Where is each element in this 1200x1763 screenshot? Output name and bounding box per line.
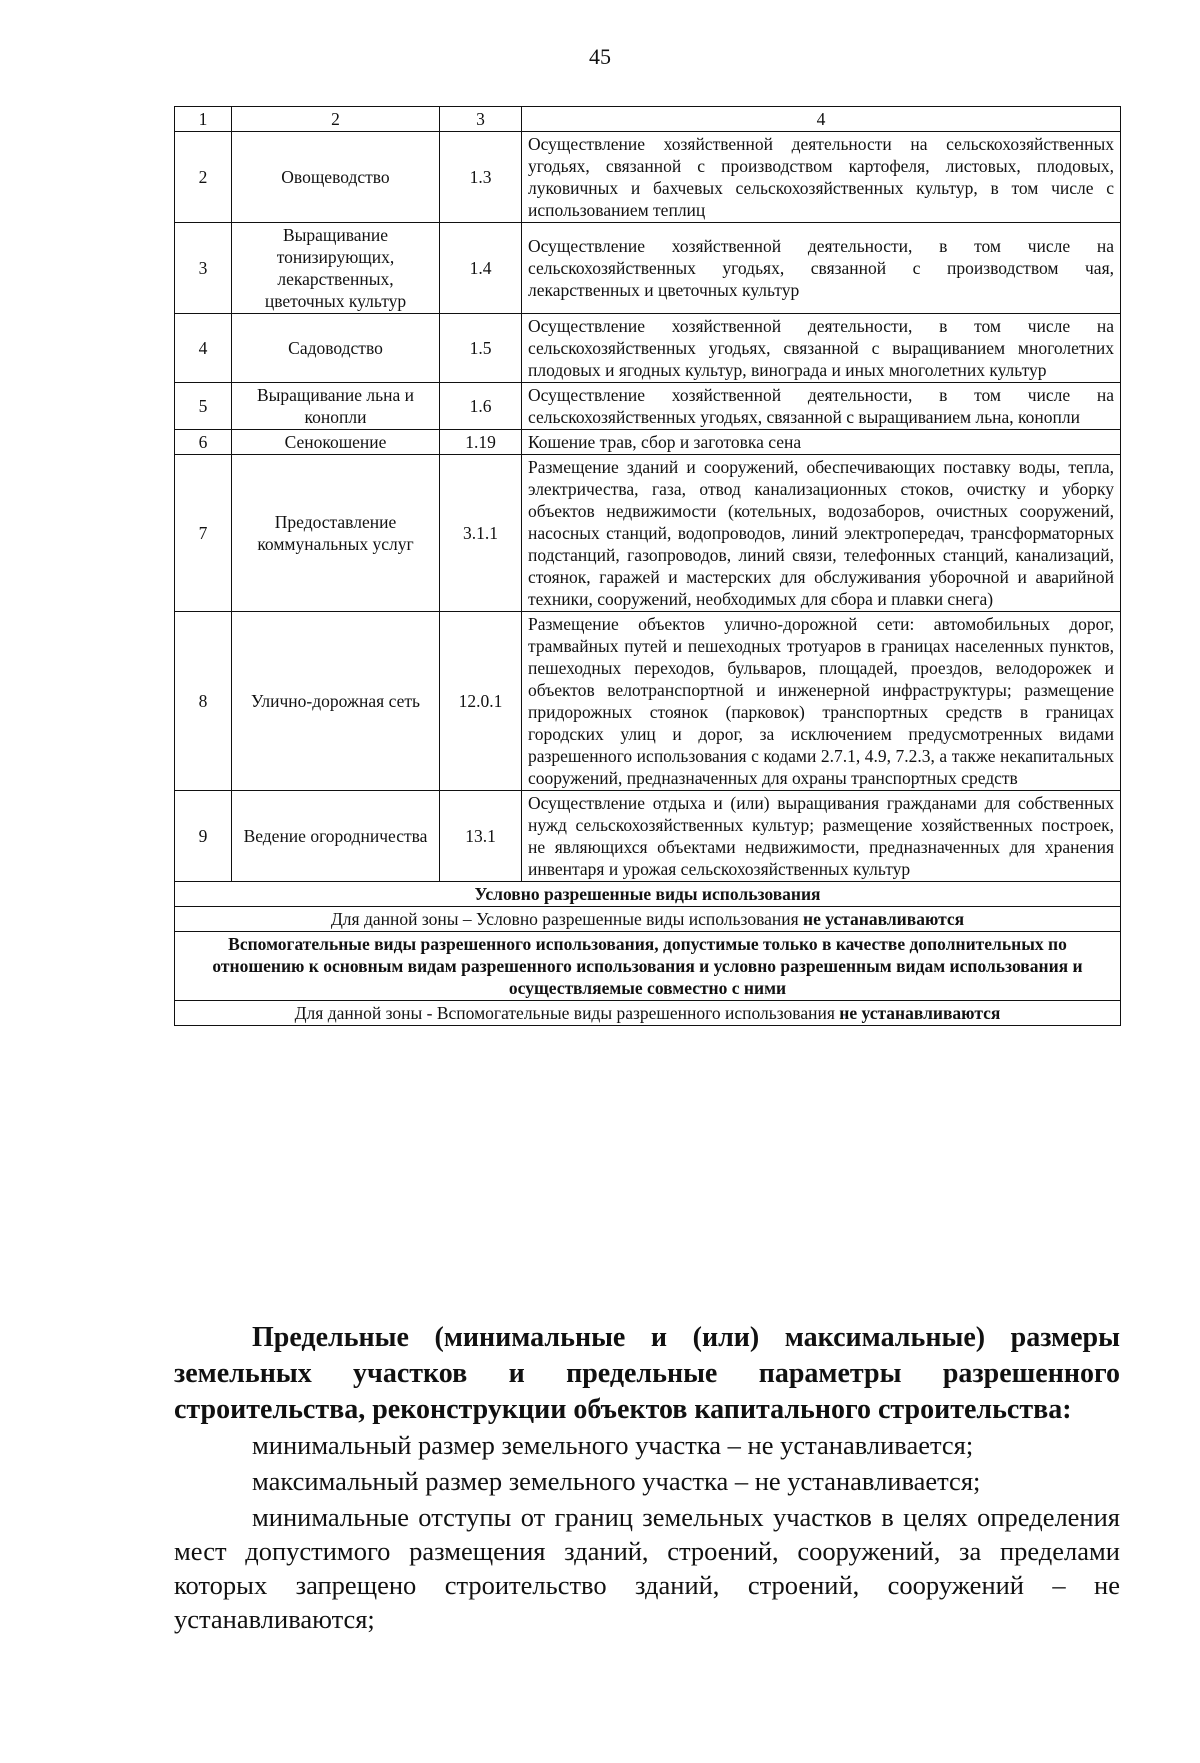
row-number: 7 xyxy=(175,455,232,612)
table-header-row xyxy=(175,107,1121,132)
column-header: 4 xyxy=(522,107,1121,132)
conditional-uses-note xyxy=(175,907,1121,932)
table-row xyxy=(175,132,1121,223)
auxiliary-uses-header-row xyxy=(175,932,1121,1001)
use-type-description: Осуществление хозяйственной деятельности, в том числе на сельскохозяйственных угодьях, связанной с выращиванием льна, конопли xyxy=(522,383,1121,430)
use-type-code: 1.5 xyxy=(440,314,522,383)
row-number: 2 xyxy=(175,132,232,223)
column-header: 2 xyxy=(232,107,440,132)
section-heading: Предельные (минимальные и (или) максимальные) размеры земельных участков и предельные параметры разрешенного строительства, реконструкции объектов капитального строительства: xyxy=(174,1322,1120,1425)
conditional-uses-note-status: не устанавливаются xyxy=(803,909,965,929)
use-type-description: Осуществление отдыха и (или) выращивания гражданами для собственных нужд сельскохозяйственных культур; размещение хозяйственных построек, не являющихся объектами недвижимости, предназначенных для хранения инвентаря и урожая сельскохозяйственных культур xyxy=(522,791,1121,882)
use-type-name: Ведение огородничества xyxy=(232,791,440,882)
use-type-description: Осуществление хозяйственной деятельности, в том числе на сельскохозяйственных угодьях, связанной с производством чая, лекарственных и цветочных культур xyxy=(522,223,1121,314)
auxiliary-uses-note-text: Для данной зоны - Вспомогательные виды разрешенного использования xyxy=(294,1003,840,1023)
table-row xyxy=(175,455,1121,612)
use-type-code: 12.0.1 xyxy=(440,612,522,791)
conditional-uses-header-row xyxy=(175,882,1121,907)
use-type-name: Предоставление коммунальных услуг xyxy=(232,455,440,612)
use-type-name: Улично-дорожная сеть xyxy=(232,612,440,791)
table-row xyxy=(175,791,1121,882)
auxiliary-uses-header: Вспомогательные виды разрешенного использования, допустимые только в качестве дополнительных по отношению к основным видам разрешенного использования и условно разрешенным видам использования и осуществляемые совместно с ними xyxy=(175,932,1121,1001)
use-type-code: 13.1 xyxy=(440,791,522,882)
row-number: 8 xyxy=(175,612,232,791)
page-number: 45 xyxy=(589,44,611,69)
use-type-name: Выращивание тонизирующих, лекарственных, цветочных культур xyxy=(232,223,440,314)
use-type-code: 1.3 xyxy=(440,132,522,223)
table-row xyxy=(175,612,1121,791)
section-item: максимальный размер земельного участка – не устанавливается; xyxy=(252,1466,981,1496)
use-type-code: 3.1.1 xyxy=(440,455,522,612)
column-header: 1 xyxy=(175,107,232,132)
land-use-table xyxy=(174,106,1121,1026)
table-row xyxy=(175,223,1121,314)
conditional-uses-note-text: Для данной зоны – Условно разрешенные виды использования xyxy=(330,909,804,929)
use-type-description: Кошение трав, сбор и заготовка сена xyxy=(522,430,1121,455)
conditional-uses-note-row xyxy=(175,907,1121,932)
row-number: 9 xyxy=(175,791,232,882)
use-type-name: Овощеводство xyxy=(232,132,440,223)
use-type-code: 1.6 xyxy=(440,383,522,430)
column-header: 3 xyxy=(440,107,522,132)
row-number: 5 xyxy=(175,383,232,430)
row-number: 3 xyxy=(175,223,232,314)
table-row xyxy=(175,314,1121,383)
auxiliary-uses-note xyxy=(175,1001,1121,1026)
table-row xyxy=(175,383,1121,430)
row-number: 6 xyxy=(175,430,232,455)
use-type-name: Выращивание льна и конопли xyxy=(232,383,440,430)
use-type-code: 1.4 xyxy=(440,223,522,314)
row-number: 4 xyxy=(175,314,232,383)
use-type-description: Размещение объектов улично-дорожной сети: автомобильных дорог, трамвайных путей и пешеходных тротуаров в границах населенных пунктов, пешеходных переходов, бульваров, площадей, проездов, велодорожек и объектов велотранспортной и инженерной инфраструктуры; размещение придорожных стоянок (парковок) транспортных средств в границах городских улиц и дорог, за исключением предусмотренных видами разрешенного использования с кодами 2.7.1, 4.9, 7.2.3, а также некапитальных сооружений, предназначенных для охраны транспортных средств xyxy=(522,612,1121,791)
auxiliary-uses-note-status: не устанавливаются xyxy=(839,1003,1001,1023)
use-type-description: Осуществление хозяйственной деятельности на сельскохозяйственных угодьях, связанной с производством картофеля, листовых, плодовых, луковичных и бахчевых сельскохозяйственных культур, в том числе с использованием теплиц xyxy=(522,132,1121,223)
section-item: минимальный размер земельного участка – не устанавливается; xyxy=(252,1430,974,1460)
use-type-code: 1.19 xyxy=(440,430,522,455)
use-type-description: Размещение зданий и сооружений, обеспечивающих поставку воды, тепла, электричества, газа, отвод канализационных стоков, очистку и уборку объектов недвижимости (котельных, водозаборов, очистных сооружений, насосных станций, водопроводов, линий электропередач, трансформаторных подстанций, газопроводов, линий связи, телефонных станций, канализаций, стоянок, гаражей и мастерских для обслуживания уборочной и аварийной техники, сооружений, необходимых для сбора и плавки снега) xyxy=(522,455,1121,612)
conditional-uses-header: Условно разрешенные виды использования xyxy=(175,882,1121,907)
auxiliary-uses-note-row xyxy=(175,1001,1121,1026)
use-type-name: Сенокошение xyxy=(232,430,440,455)
section-item: минимальные отступы от границ земельных участков в целях определения мест допустимого размещения зданий, строений, сооружений, за пределами которых запрещено строительство зданий, строений, сооружений – не устанавливаются; xyxy=(174,1502,1120,1634)
use-type-name: Садоводство xyxy=(232,314,440,383)
table-row xyxy=(175,430,1121,455)
use-type-description: Осуществление хозяйственной деятельности, в том числе на сельскохозяйственных угодьях, связанной с выращиванием многолетних плодовых и ягодных культур, винограда и иных многолетних культур xyxy=(522,314,1121,383)
